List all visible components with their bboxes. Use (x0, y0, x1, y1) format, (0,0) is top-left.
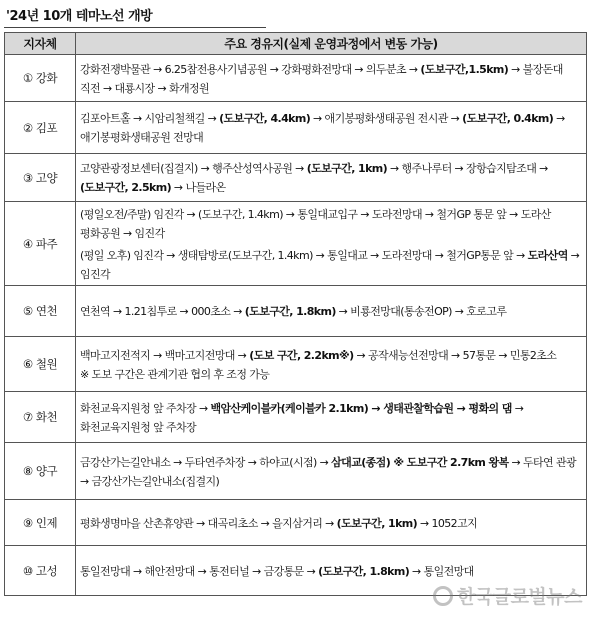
route-segment: →화천교육지원청 앞 주차장 (80, 401, 524, 434)
route-segment: → 불장돈대 직전 → 대룡시장 → 화개정원 (80, 62, 563, 95)
route-cell (76, 443, 587, 500)
region-cell: ⑩ 고성 (5, 546, 76, 596)
watermark-logo-icon (433, 586, 453, 606)
walking-segment: 삼대교(종점) ※ 도보구간 2.7km 왕복 (331, 455, 509, 469)
region-cell: ⑥ 철원 (5, 337, 76, 392)
region-cell: ② 김포 (5, 102, 76, 154)
region-cell: ⑤ 연천 (5, 286, 76, 337)
route-cell (76, 102, 587, 154)
walking-segment: (도보구간, 1.8km) (318, 564, 410, 578)
table-row (5, 202, 587, 286)
table-row (5, 443, 587, 500)
route-line (80, 246, 582, 284)
walking-segment: 백암산케이블카(케이블카 2.1km) → 생태관찰학습원 → 평화의 댐 (210, 401, 512, 415)
route-cell (76, 202, 587, 286)
route-segment: 연천역 → 1.21침투로 → 000초소 → (80, 305, 245, 318)
region-cell: ⑨ 인제 (5, 500, 76, 546)
route-line (80, 453, 582, 491)
route-line (80, 399, 582, 437)
walking-segment: (도보구간, 2.5km) (80, 181, 172, 194)
walking-segment: (도보구간,1.5km) (420, 62, 509, 76)
route-line (80, 346, 582, 384)
region-cell: ⑦ 화천 (5, 392, 76, 443)
route-segment: 화천교육지원청 앞 주차장 → (80, 401, 211, 415)
route-segment: → 애기봉평화생태공원 전시관 → (310, 112, 463, 125)
route-line (80, 562, 582, 581)
route-segment: 금강산가는길안내소 → 두타연주차장 → 하야교(시점) → (80, 455, 332, 469)
route-segment: (평일오전/주말) 임진각 → (도보구간, 1.4km) → 통일대교입구 → 도라전망대 → 철거GP 통문 앞 → 도라산 평화공원 → 임진각 (80, 207, 551, 240)
route-cell (76, 392, 587, 443)
table-row (5, 337, 587, 392)
route-segment: 강화전쟁박물관 → 6.25참전용사기념공원 → 강화평화전망대 → 의두분초 → (80, 62, 421, 76)
route-line (80, 109, 582, 147)
table-row (5, 102, 587, 154)
route-segment: 김포아트홀 → 시암리철책길 → (80, 112, 220, 125)
region-cell: ⑧ 양구 (5, 443, 76, 500)
route-line (80, 159, 582, 197)
route-segment: → 임진각 (80, 248, 580, 281)
route-cell (76, 286, 587, 337)
table-row (5, 154, 587, 202)
route-segment: → 두타연 관광 → 금강산가는길안내소(집결지) (80, 455, 576, 488)
route-segment: 백마고지전적지 → 백마고지전망대 → (80, 348, 250, 362)
walking-segment: (도보구간, 1km) (336, 516, 418, 530)
table-header-row (5, 33, 587, 55)
route-segment: → 공작새능선전망대 → 57통문 → 민통2초소 ※ 도보 구간은 관계기관 협의 후 조정 가능 (80, 348, 578, 381)
page-title: '24년 10개 테마노선 개방 (6, 9, 153, 24)
region-cell: ③ 고양 (5, 154, 76, 202)
table-row (5, 55, 587, 102)
route-segment: → 비룡전망대(통송전OP) → 호로고루 (335, 305, 507, 318)
route-cell (76, 55, 587, 102)
route-line (80, 302, 582, 321)
walking-segment: (도보구간, 1.8km) (244, 305, 336, 318)
route-segment: → 통일전망대 (409, 564, 474, 578)
watermark (433, 582, 582, 609)
route-segment: → 행주나루터 → 장항습지탐조대 → (387, 162, 548, 175)
walking-segment: 도라산역 (527, 248, 568, 262)
route-segment: → 1052고지 (417, 516, 478, 530)
route-cell (76, 154, 587, 202)
route-line (80, 514, 582, 533)
region-cell: ① 강화 (5, 55, 76, 102)
route-segment: (평일 오후) 임진각 → 생태탐방로(도보구간, 1.4km) → 통일대교 → 도라전망대 → 철거GP통문 앞 → (80, 248, 528, 262)
walking-segment: (도보구간, 4.4km) (219, 112, 311, 125)
route-cell (76, 337, 587, 392)
region-cell: ④ 파주 (5, 202, 76, 286)
table-row (5, 286, 587, 337)
route-line (80, 60, 582, 98)
header-region: 지자체 (5, 33, 76, 55)
walking-segment: (도보구간, 0.4km) (462, 112, 554, 125)
route-segment: → 애기봉평화생태공원 전망대 (80, 112, 565, 144)
walking-segment: (도보구간, 1km) (306, 162, 388, 175)
header-route: 주요 경유지(실제 운영과정에서 변동 가능) (76, 33, 587, 55)
route-table (4, 32, 587, 596)
watermark-text: 한국글로벌뉴스 (457, 586, 582, 608)
route-segment: 통일전망대 → 해안전망대 → 통전터널 → 금강통문 → (80, 564, 319, 578)
route-segment: → 나들라온 (171, 181, 226, 194)
route-segment: 평화생명마을 산촌휴양관 → 대곡리초소 → 을지삼거리 → (80, 516, 337, 530)
title-underline (4, 27, 266, 28)
table-row (5, 500, 587, 546)
route-cell (76, 500, 587, 546)
table-row (5, 392, 587, 443)
walking-segment: (도보 구간, 2.2km※) (249, 348, 354, 362)
route-line (80, 205, 582, 243)
route-segment: 고양관광정보센터(집결지) → 행주산성역사공원 → (80, 162, 307, 175)
